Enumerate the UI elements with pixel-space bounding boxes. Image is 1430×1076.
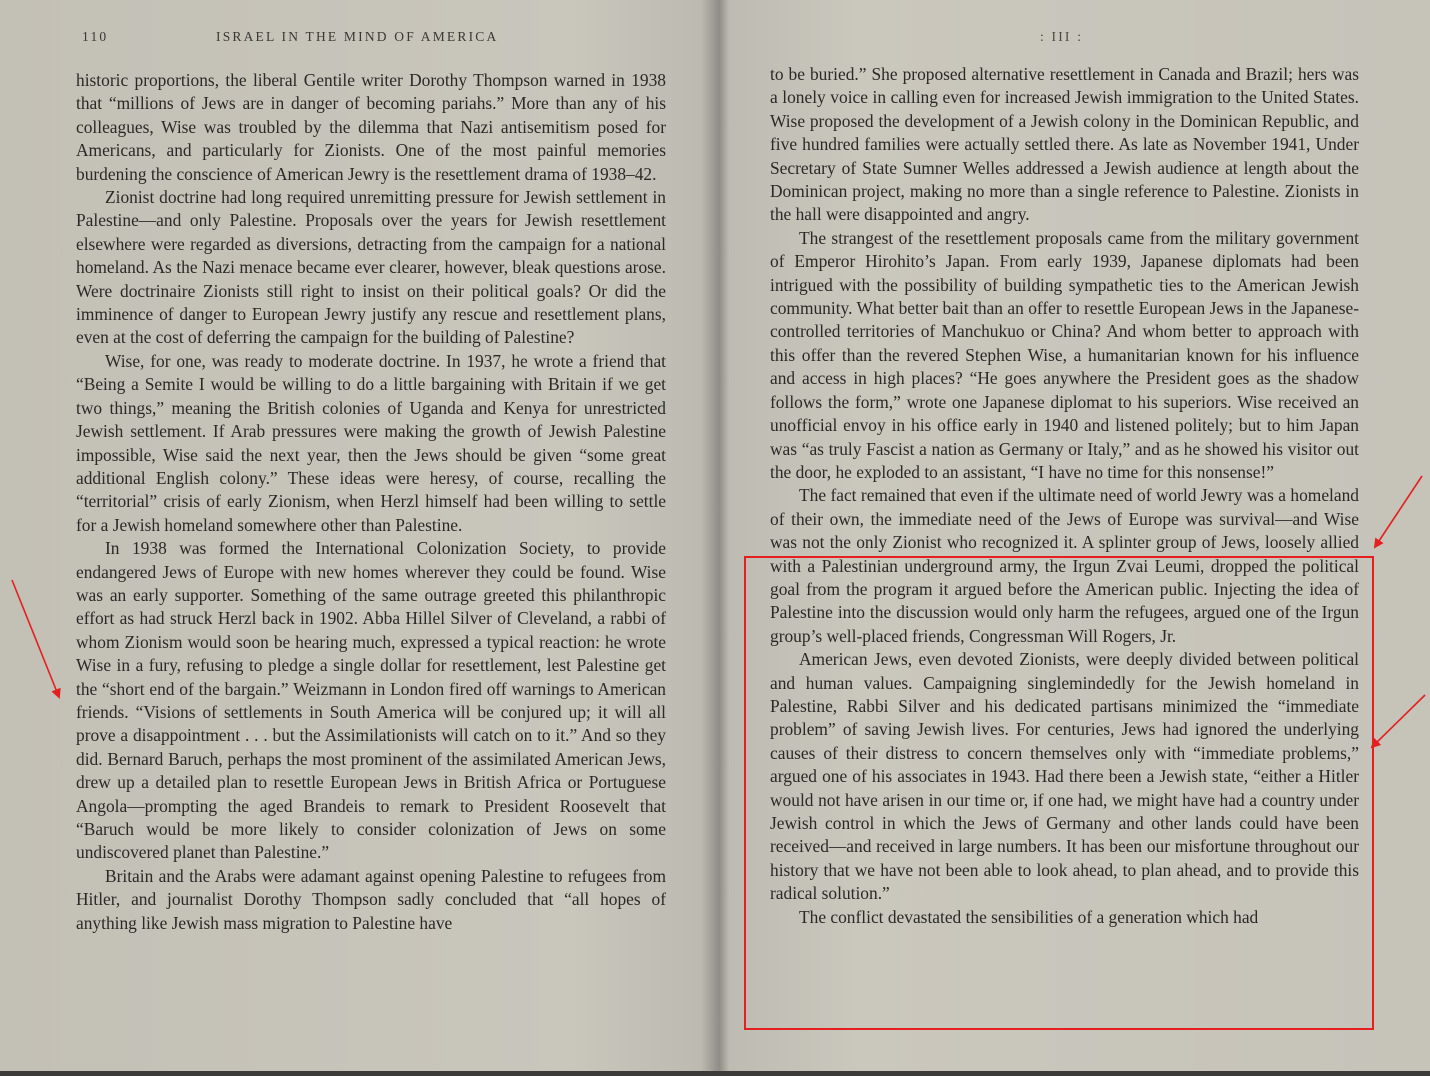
paragraph: In 1938 was formed the International Colonization Society, to provide endangered Jews of Europe with new homes wherever they could be found. Wise was an early supporter. Something of the same outrage greeted this philanthropic effort as had struck Herzl back in 1902. Abba Hillel Silver of Cleveland, a rabbi of whom Zionism would soon be hearing much, expressed a typical reaction: he wrote Wise in a fury, refusing to pledge a single dollar for resettlement, lest Palestine get the “short end of the bargain.” Weizmann in London fired off warnings to American friends. “Visions of settlements in South America will be conjured up; it will all prove a disappointment . . . but the Assimilationists will catch on to it.” And so they did. Bernard Baruch, perhaps the most prominent of the assimilated American Jews, drew up a detailed plan to resettle European Jews in British Africa or Portuguese Angola—prompting the aged Brandeis to remark to President Roosevelt that “Baruch would be more likely to consider colonization of Jews on some undiscovered planet than Palestine.”	[76, 538, 666, 863]
paragraph: The conflict devastated the sensibilities of a generation which had	[799, 906, 1259, 927]
page-number-left: 110	[82, 29, 109, 44]
paragraph: to be buried.” She proposed alternative resettlement in Canada and Brazil; hers was a lonely voice in calling even for increased Jewish immigration to the United States. Wise proposed the development of a Jewish colony in the Dominican Republic, and five hundred families were actually settled there. As late as November 1941, Under Secretary of State Sumner Welles addressed a Jewish audience at length about the Dominican project, making no more than a single reference to Palestine. Zionists in the hall were disappointed and angry.	[770, 64, 1359, 225]
running-head: ISRAEL IN THE MIND OF AMERICA	[216, 29, 499, 44]
paragraph: Britain and the Arabs were adamant against opening Palestine to refugees from Hitler, and journalist Dorothy Thompson sadly concluded that “all hopes of anything like Jewish mass migration to Palestine have	[76, 865, 666, 933]
paragraph: historic proportions, the liberal Gentile writer Dorothy Thompson warned in 1938 that “millions of Jews are in danger of becoming pariahs.” More than any of his colleagues, Wise was troubled by the dilemma that Nazi antisemitism posed for Americans, and particularly for Zionists. One of the most painful memories burdening the conscience of American Jewry is the resettlement drama of 1938–42.	[76, 70, 666, 184]
paragraph: Wise, for one, was ready to moderate doctrine. In 1937, he wrote a friend that “Being a Semite I would be willing to do a little bargaining with Britain if we get two things,” meaning the British colonies of Uganda and Kenya for unrestricted Jewish settlement. If Arab pressures were making the growth of Jewish Palestine impossible, Wise said the next year, then the Jews should be given “some great additional English colony.” These ideas were heresy, of course, recalling the “territorial” crisis of early Zionism, when Herzl himself had been willing to settle for a Jewish homeland somewhere other than Palestine.	[76, 350, 666, 535]
paragraph: Zionist doctrine had long required unremitting pressure for Jewish settlement in Palestine—and only Palestine. Proposals over the years for Jewish resettlement elsewhere were regarded as diversions, detracting from the campaign for a national homeland. As the Nazi menace became ever clearer, however, bleak questions arose. Were doctrinaire Zionists still right to insist on their political goals? Or did the imminence of danger to European Jewry justify any rescue and resettlement plans, even at the cost of deferring the campaign for the building of Palestine?	[76, 187, 666, 348]
highlighted-paragraph: American Jews, even devoted Zionists, were deeply divided between political and human values. Campaigning singlemindedly for the Jewish homeland in Palestine, Rabbi Silver and his dedicated partisans minimized the “immediate problem” of saving Jewish lives. For centuries, Jews had ignored the underlying causes of their distress to concern themselves only with “immediate problems,” argued one of his associates in 1943. Had there been a Jewish state, “either a Hitler would not have arisen in our time or, if one had, we might have had a country under Jewish control in which the Jews of Germany and other lands could have been received—and received in large numbers. It has been our misfortune throughout our history that we have not been able to look ahead, to plan ahead, and to provide this radical solution.”	[770, 649, 1359, 904]
left-page	[0, 0, 714, 1076]
highlight-box	[744, 556, 1374, 1030]
bottom-bar	[0, 1071, 1430, 1076]
left-page-text	[76, 69, 666, 935]
paragraph: The strangest of the resettlement proposals came from the military government of Emperor Hirohito’s Japan. From early 1939, Japanese diplomats had been intrigued with the possibility of building sympathetic ties to the American Jewish community. What better bait than an offer to resettle European Jews in the Japanese-controlled territories of Manchukuo or China? And whom better to approach with this offer than the revered Stephen Wise, a humanitarian known for his influence and access in high places? “He goes anywhere the President goes as the shadow follows the form,” wrote one Japanese diplomat to his superiors. Wise received an unofficial envoy in his office early in 1940 and listened politely; but to him Japan was “as truly Fascist a nation as Germany or Italy,” and as he showed his visitor out the door, he exploded to an assistant, “I have no time for this nonsense!”	[770, 227, 1359, 482]
highlighted-paragraph: The fact remained that even if the ultimate need of world Jewry was a homeland of their own, the immediate need of the Jews of Europe was survival—and Wise was not the only Zionist who recognized it. A splinter group of Jews, loosely allied with a Palestinian underground army, the Irgun Zvai Leumi, dropped the political goal from the program it argued before the American public. Injecting the idea of Palestine into the discussion would only harm the refugees, argued one of the Irgun group’s well-placed friends, Congressman Will Rogers, Jr.	[770, 485, 1359, 646]
page-number-right: : III :	[1040, 29, 1084, 44]
